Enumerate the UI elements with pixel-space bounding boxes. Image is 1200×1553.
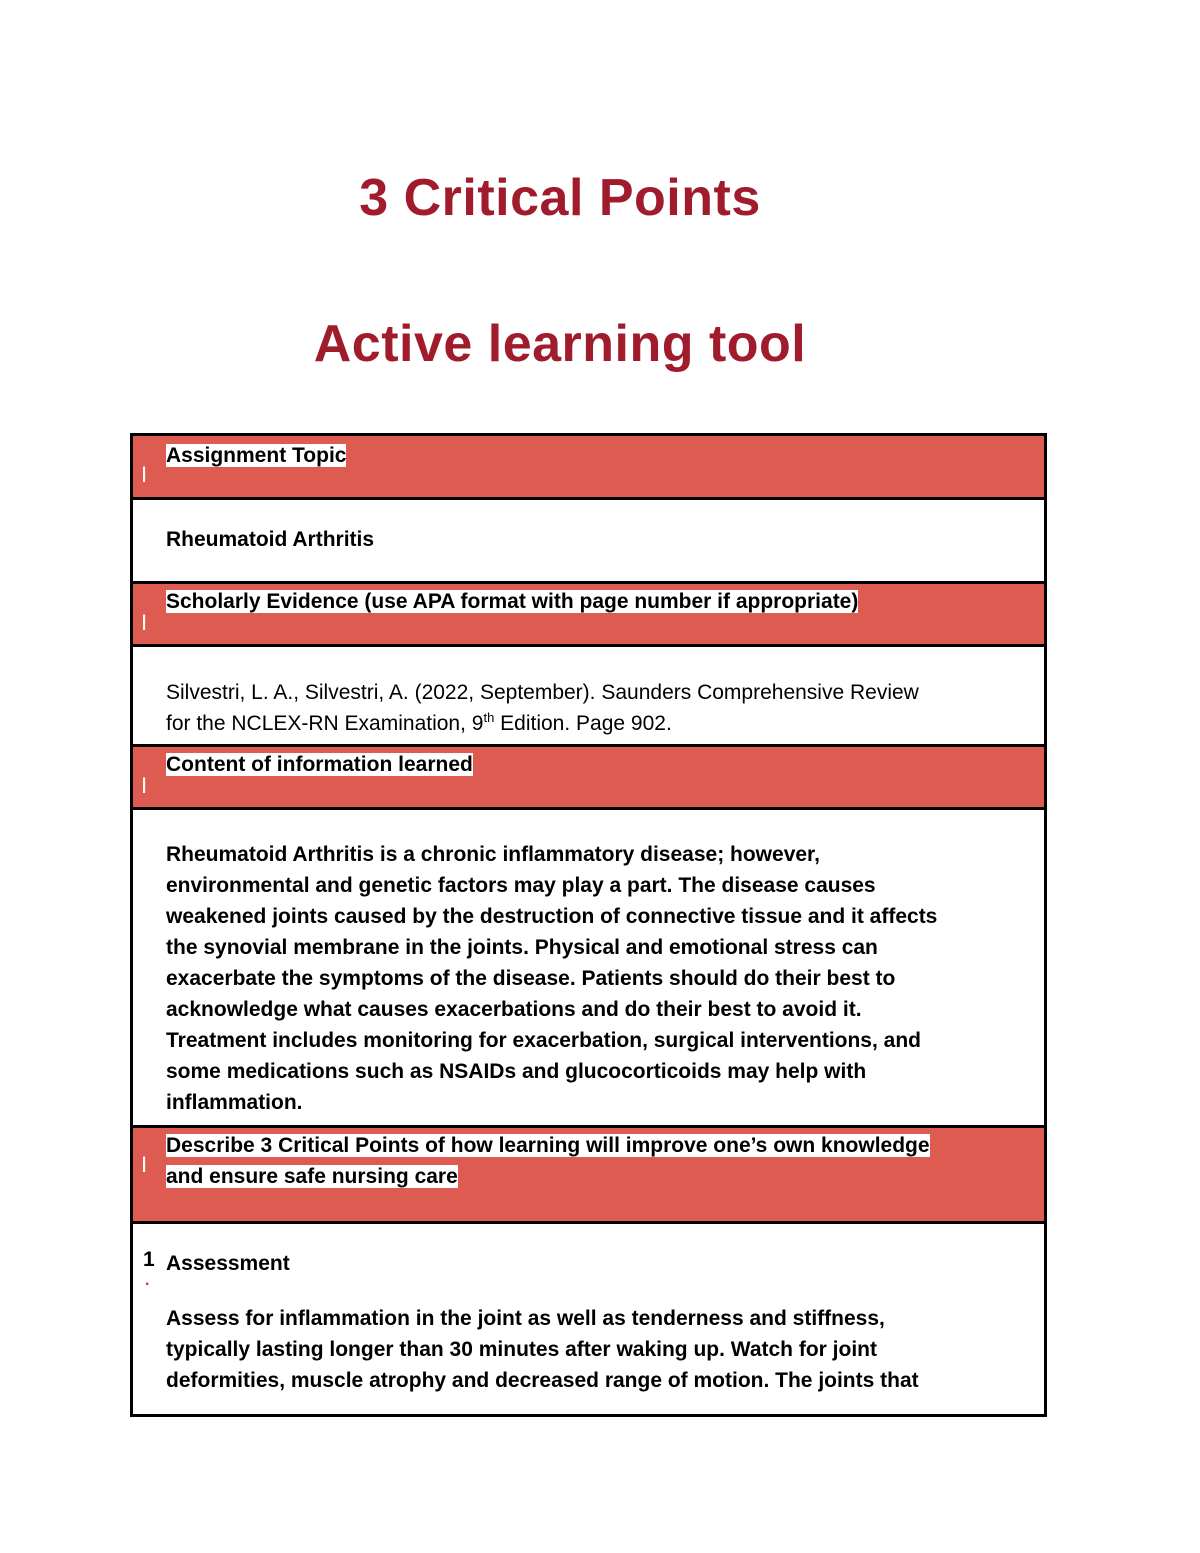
page-title: 3 Critical Points <box>359 169 761 227</box>
assignment-topic-header-row <box>133 436 1044 500</box>
assignment-topic-value: Rheumatoid Arthritis <box>166 528 375 551</box>
content-line: Treatment includes monitoring for exacerbation, surgical interventions, and <box>166 1029 921 1052</box>
citation-line-1: Silvestri, L. A., Silvestri, A. (2022, September). Saunders Comprehensive Review <box>166 681 919 704</box>
page-subtitle: Active learning tool <box>313 315 807 373</box>
row-marker: I <box>141 610 148 635</box>
citation-row <box>133 647 1044 747</box>
point-line: deformities, muscle atrophy and decreased range of motion. The joints that <box>166 1369 919 1392</box>
content-label: Content of information learned <box>166 753 473 776</box>
assignment-topic-value-row <box>133 500 1044 584</box>
point-line: typically lasting longer than 30 minutes after waking up. Watch for joint <box>166 1338 877 1361</box>
content-header-row <box>133 747 1044 810</box>
point-title: Assessment <box>166 1252 290 1275</box>
content-line: the synovial membrane in the joints. Physical and emotional stress can <box>166 936 878 959</box>
content-paragraph <box>166 839 1024 1118</box>
point-dot: . <box>145 1272 150 1289</box>
content-line: exacerbate the symptoms of the disease. Patients should do their best to <box>166 967 896 990</box>
critical-points-header-row <box>133 1128 1044 1224</box>
content-line: weakened joints caused by the destruction of connective tissue and it affects <box>166 905 938 928</box>
point-number: 1 <box>143 1248 155 1271</box>
content-line: environmental and genetic factors may play a part. The disease causes <box>166 874 876 897</box>
assignment-topic-label: Assignment Topic <box>166 444 347 467</box>
content-line: acknowledge what causes exacerbations and do their best to avoid it. <box>166 998 862 1021</box>
scholarly-evidence-header-row <box>133 584 1044 647</box>
content-line: Rheumatoid Arthritis is a chronic inflammatory disease; however, <box>166 843 820 866</box>
citation-text <box>166 677 1024 739</box>
citation-line-2: for the NCLEX-RN Examination, 9th Edition. Page 902. <box>166 710 672 735</box>
scholarly-evidence-label: Scholarly Evidence (use APA format with page number if appropriate) <box>166 590 859 613</box>
content-line: inflammation. <box>166 1091 303 1114</box>
point-line: Assess for inflammation in the joint as well as tenderness and stiffness, <box>166 1307 885 1330</box>
point-body <box>166 1303 1024 1396</box>
content-line: some medications such as NSAIDs and glucocorticoids may help with <box>166 1060 867 1083</box>
row-marker: I <box>141 773 148 798</box>
content-row <box>133 810 1044 1128</box>
row-marker: I <box>141 1152 148 1177</box>
learning-tool-table <box>130 433 1047 1417</box>
critical-points-label: Describe 3 Critical Points of how learning will improve one’s own knowledge and ensure safe nursing care <box>166 1134 930 1188</box>
row-marker: I <box>141 462 148 487</box>
critical-point-1-row <box>133 1224 1044 1414</box>
